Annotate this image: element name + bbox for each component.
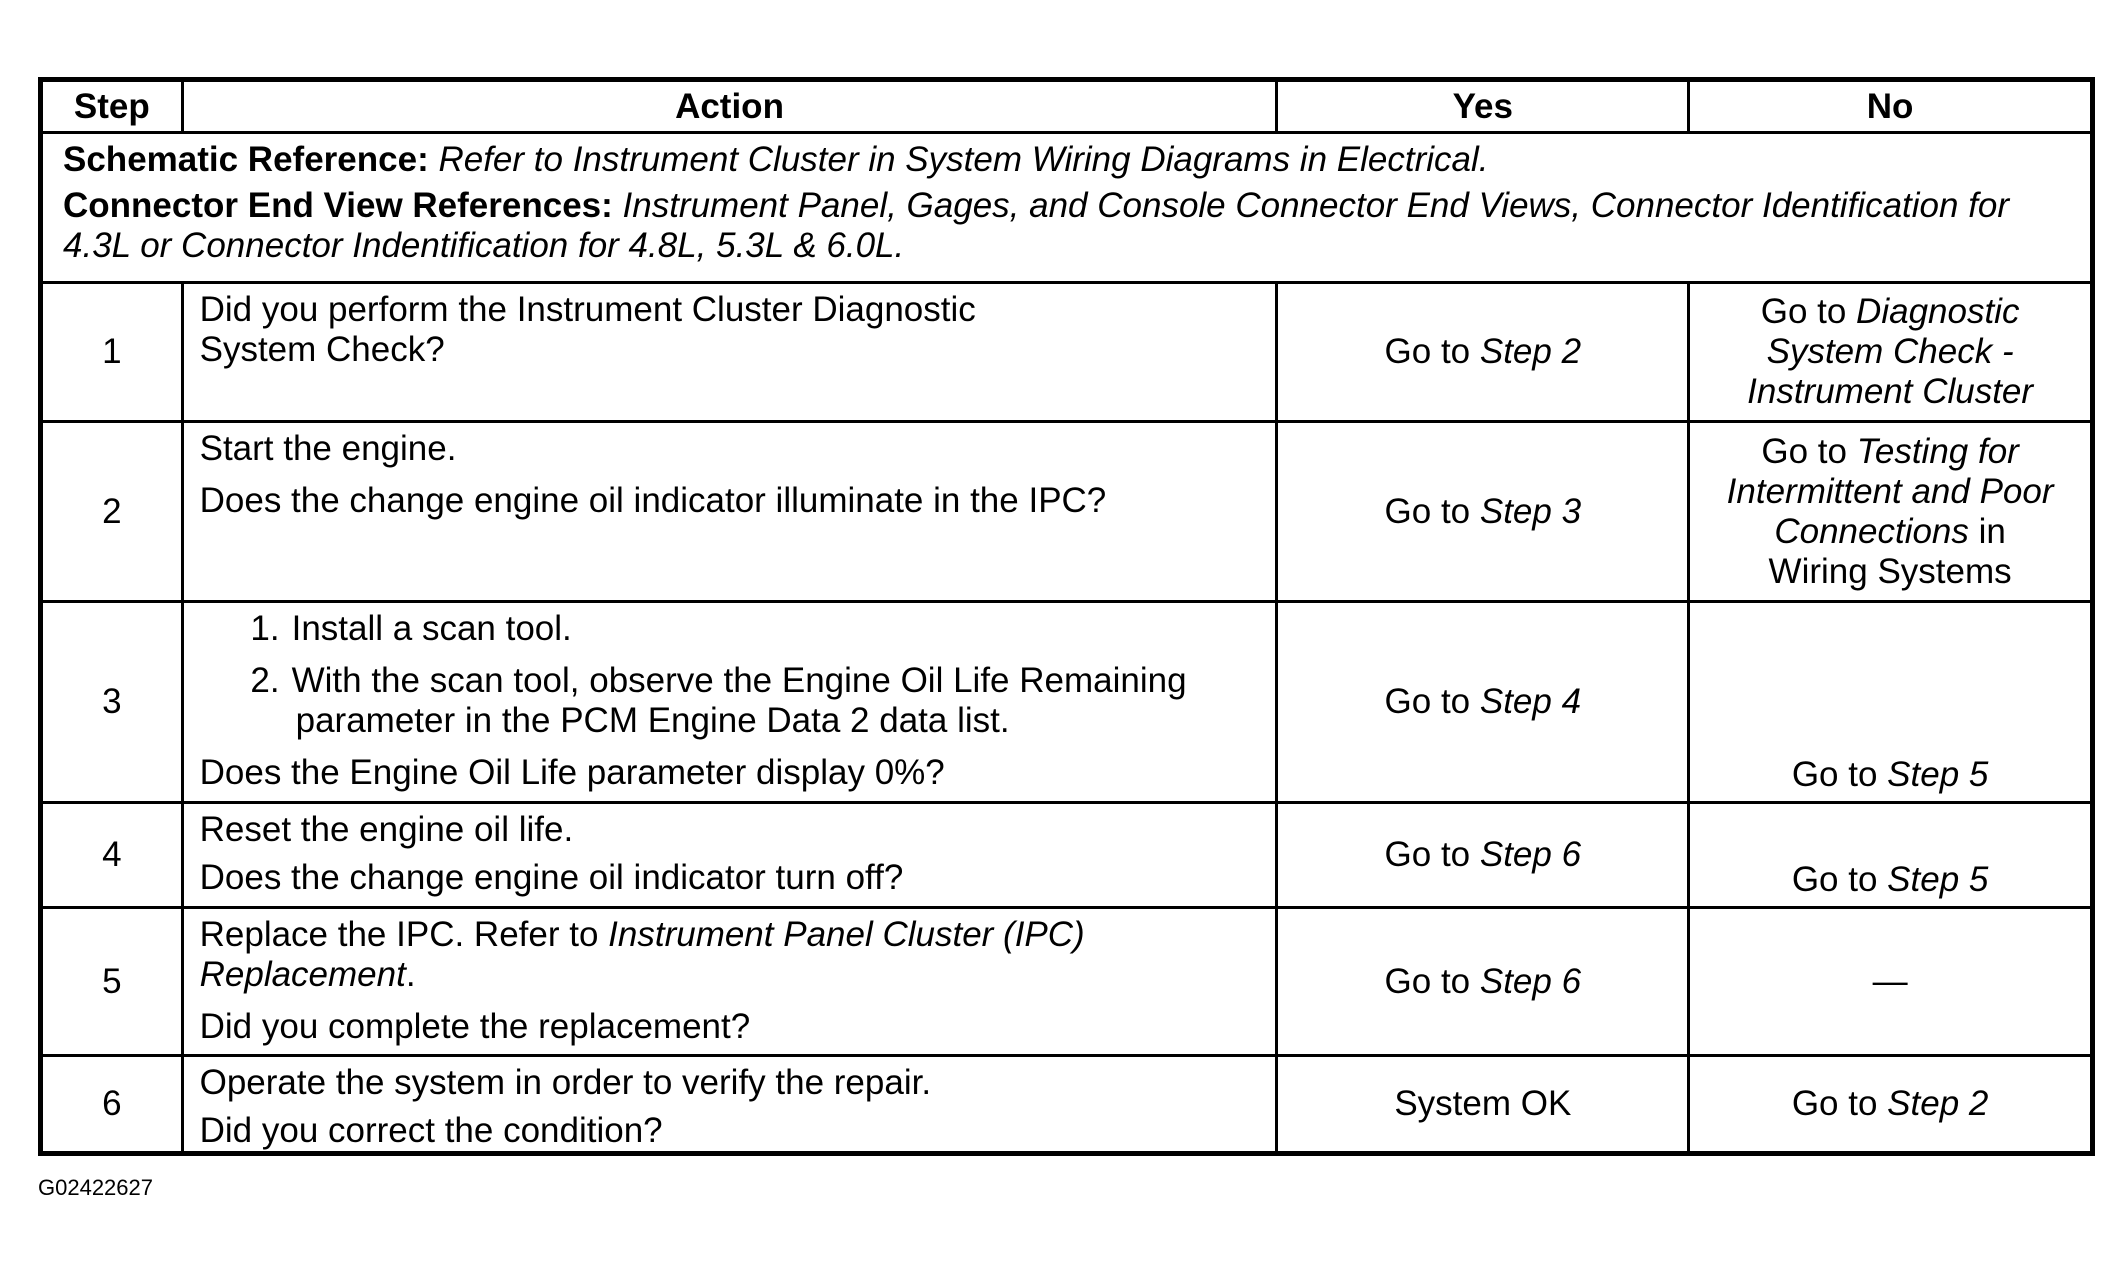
connector-reference-label: Connector End View References: bbox=[63, 186, 613, 225]
action-cell bbox=[182, 602, 1277, 803]
no-cell bbox=[1689, 602, 2093, 803]
yes-prefix: Go to bbox=[1384, 491, 1480, 531]
step-number: 3 bbox=[41, 602, 183, 803]
header-yes: Yes bbox=[1277, 80, 1689, 133]
yes-cell bbox=[1277, 803, 1689, 908]
no-link[interactable]: Instrument Cluster bbox=[1747, 372, 2034, 411]
step-row-4 bbox=[41, 803, 2093, 908]
action-text: Did you perform the Instrument Cluster Diagnostic bbox=[199, 290, 976, 329]
step-number: 4 bbox=[41, 803, 183, 908]
connector-reference-text: Instrument Panel, Gages, and Console Connector End Views, Connector Identification for 4.3L or Connector Indentification for 4.8L, 5.3L & 6.0L. bbox=[63, 186, 2010, 265]
no-step-link[interactable]: Step 5 bbox=[1887, 860, 1989, 899]
action-cell bbox=[182, 908, 1277, 1056]
no-prefix: Go to bbox=[1791, 1084, 1888, 1123]
yes-prefix: Go to bbox=[1384, 961, 1480, 1001]
action-cell bbox=[182, 1056, 1277, 1154]
references-cell bbox=[41, 133, 2093, 283]
no-suffix: in bbox=[1968, 511, 2006, 551]
yes-step-link[interactable]: Step 6 bbox=[1479, 835, 1582, 874]
action-text: Reset the engine oil life. bbox=[199, 810, 574, 849]
action-text: Does the change engine oil indicator turn off? bbox=[199, 858, 904, 897]
header-step: Step bbox=[41, 80, 183, 133]
no-cell bbox=[1689, 803, 2093, 908]
yes-step-link[interactable]: Step 2 bbox=[1479, 332, 1582, 371]
yes-prefix: Go to bbox=[1384, 332, 1480, 371]
no-prefix: Go to bbox=[1791, 755, 1888, 794]
action-substep bbox=[236, 661, 1260, 701]
action-substep bbox=[236, 609, 1260, 649]
header-row bbox=[41, 80, 2093, 133]
no-link[interactable]: Intermittent and Poor bbox=[1726, 471, 2054, 511]
yes-cell bbox=[1277, 422, 1689, 602]
no-link[interactable]: Diagnostic bbox=[1856, 292, 2020, 331]
substep-text: With the scan tool, observe the Engine Oil Life Remaining bbox=[291, 661, 1187, 700]
substep-number: 2. bbox=[250, 661, 280, 700]
no-text: Wiring Systems bbox=[1768, 551, 2012, 591]
action-reference-link[interactable]: Instrument Panel Cluster (IPC) bbox=[608, 915, 1085, 954]
no-cell bbox=[1689, 1056, 2093, 1154]
schematic-reference-text: Refer to Instrument Cluster in System Wiring Diagrams in Electrical. bbox=[438, 140, 1489, 179]
no-step-link[interactable]: Step 5 bbox=[1887, 755, 1989, 794]
action-text: Start the engine. bbox=[199, 429, 457, 468]
action-cell bbox=[182, 422, 1277, 602]
schematic-reference-label: Schematic Reference: bbox=[63, 140, 429, 179]
no-cell bbox=[1689, 422, 2093, 602]
action-text: . bbox=[405, 955, 416, 994]
action-cell bbox=[182, 803, 1277, 908]
substep-text: parameter in the PCM Engine Data 2 data list. bbox=[295, 701, 1010, 740]
no-prefix: Go to bbox=[1760, 292, 1857, 331]
action-text: Operate the system in order to verify the repair. bbox=[199, 1063, 932, 1102]
yes-step-link[interactable]: Step 4 bbox=[1479, 682, 1582, 721]
header-action: Action bbox=[182, 80, 1277, 133]
yes-cell bbox=[1277, 908, 1689, 1056]
step-row-1 bbox=[41, 283, 2093, 422]
no-prefix: Go to bbox=[1761, 431, 1857, 471]
step-row-5 bbox=[41, 908, 2093, 1056]
no-link[interactable]: System Check - bbox=[1766, 332, 2014, 371]
yes-prefix: Go to bbox=[1384, 835, 1480, 874]
yes-cell: System OK bbox=[1277, 1056, 1689, 1154]
no-cell bbox=[1689, 908, 2093, 1056]
no-cell bbox=[1689, 283, 2093, 422]
step-number: 1 bbox=[41, 283, 183, 422]
step-row-3 bbox=[41, 602, 2093, 803]
yes-step-link[interactable]: Step 3 bbox=[1479, 491, 1582, 531]
no-step-link[interactable]: Step 2 bbox=[1887, 1084, 1989, 1123]
step-number: 6 bbox=[41, 1056, 183, 1154]
action-cell bbox=[182, 283, 1277, 422]
no-link[interactable]: Testing for bbox=[1856, 431, 2019, 471]
yes-prefix: Go to bbox=[1384, 682, 1480, 721]
action-reference-link[interactable]: Replacement bbox=[199, 955, 406, 994]
action-text: Did you correct the condition? bbox=[199, 1111, 663, 1150]
yes-cell bbox=[1277, 602, 1689, 803]
action-question: Did you complete the replacement? bbox=[199, 1007, 751, 1046]
action-text: Replace the IPC. Refer to bbox=[199, 915, 609, 954]
no-prefix: Go to bbox=[1791, 860, 1888, 899]
step-number: 5 bbox=[41, 908, 183, 1056]
diagnostic-table bbox=[38, 77, 2095, 1156]
action-text: System Check? bbox=[199, 330, 445, 369]
yes-cell bbox=[1277, 283, 1689, 422]
action-question: Does the Engine Oil Life parameter display 0%? bbox=[199, 753, 945, 792]
action-text: Does the change engine oil indicator illuminate in the IPC? bbox=[199, 481, 1107, 520]
header-no: No bbox=[1689, 80, 2093, 133]
step-row-6 bbox=[41, 1056, 2093, 1154]
substep-number: 1. bbox=[250, 609, 280, 648]
schematic-reference bbox=[63, 140, 2070, 180]
substep-text: Install a scan tool. bbox=[291, 609, 572, 648]
figure-code: G02422627 bbox=[38, 1175, 153, 1200]
step-number: 2 bbox=[41, 422, 183, 602]
no-dash: — bbox=[1872, 961, 1908, 1001]
no-link[interactable]: Connections bbox=[1774, 511, 1969, 551]
step-row-2 bbox=[41, 422, 2093, 602]
yes-step-link[interactable]: Step 6 bbox=[1479, 961, 1582, 1001]
references-row bbox=[41, 133, 2093, 283]
connector-reference bbox=[63, 186, 2070, 266]
